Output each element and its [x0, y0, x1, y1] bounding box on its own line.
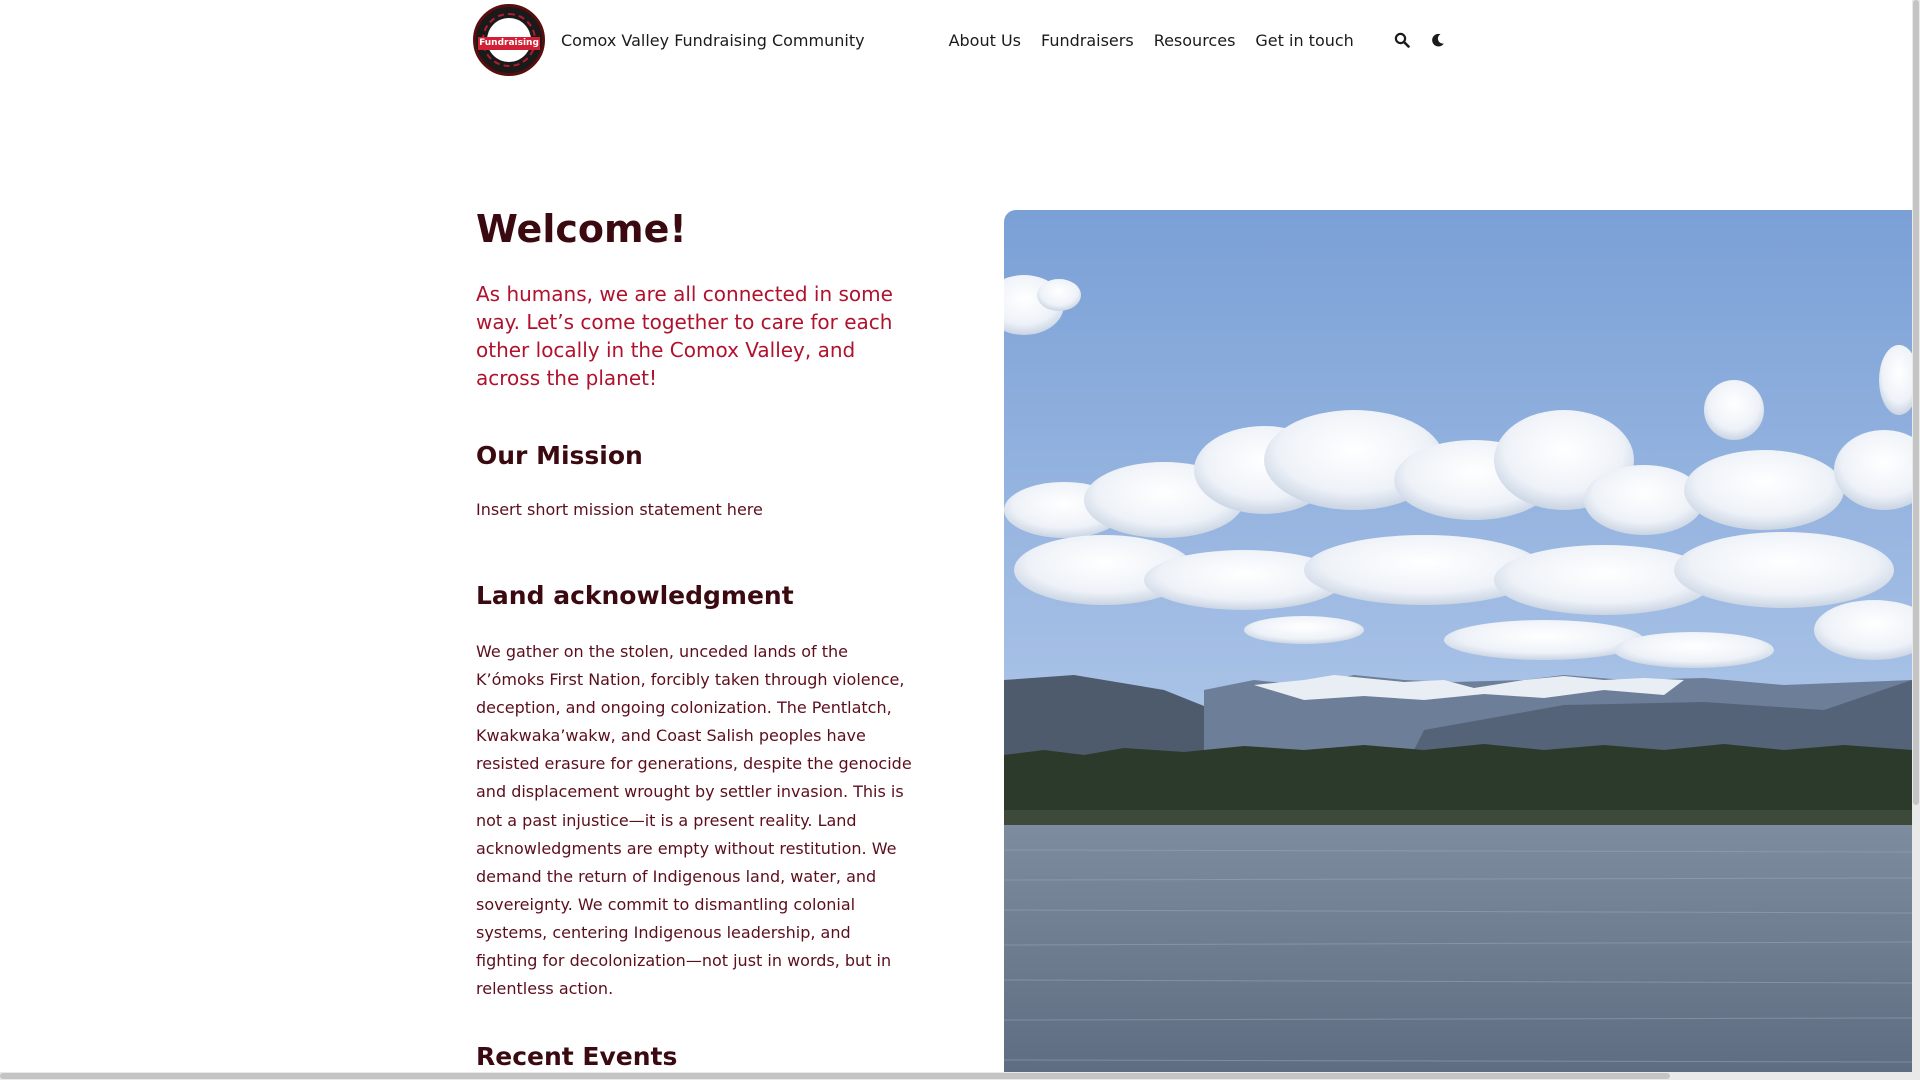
vertical-scrollbar[interactable] [1912, 0, 1920, 1080]
nav-fundraisers[interactable]: Fundraisers [1041, 30, 1134, 50]
land-acknowledgment-text: We gather on the stolen, unceded lands of the K’ómoks First Nation, forcibly taken through violence, deception, and ongoing colonization. The Pentlatch, Kwakwaka’wakw, and Coast Salish peoples have resisted erasure for generations, despite the genocide and displacement wrought by settler invasion. This is not a past injustice—it is a present reality. Land acknowledgments are empty without restitution. We demand the return of Indigenous land, water, and sovereignty. We commit to dismantling colonial systems, centering Indigenous leadership, and fighting for decolonization—not just in words, but in relentless action. [476, 642, 912, 999]
recent-events-heading: Recent Events [476, 1042, 678, 1071]
header-icons [1394, 32, 1446, 48]
site-logo[interactable] [473, 4, 545, 76]
nav-get-in-touch[interactable]: Get in touch [1255, 30, 1354, 50]
site-title[interactable]: Comox Valley Fundraising Community [561, 30, 865, 50]
horizontal-scrollbar[interactable] [0, 1072, 1912, 1080]
moon-icon[interactable] [1430, 32, 1446, 48]
hero-image [1004, 210, 1912, 1080]
horizontal-scrollbar-thumb[interactable] [0, 1073, 1670, 1079]
site-header [473, 0, 1448, 80]
lead-text: As humans, we are all connected in some way. Let’s come together to care for each other locally in the Comox Valley, and across the planet! [476, 282, 893, 390]
search-icon[interactable] [1394, 32, 1410, 48]
welcome-heading: Welcome! [476, 207, 687, 251]
logo-wordmark: Fundraising [479, 38, 539, 48]
land-acknowledgment-heading: Land acknowledgment [476, 581, 794, 610]
main-nav [949, 31, 1354, 50]
mission-text: Insert short mission statement here [476, 500, 763, 519]
nav-resources[interactable]: Resources [1153, 30, 1236, 50]
main-content [476, 200, 912, 1003]
mission-heading: Our Mission [476, 441, 643, 470]
nav-about-us[interactable]: About Us [948, 30, 1021, 50]
vertical-scrollbar-thumb[interactable] [1913, 0, 1919, 805]
